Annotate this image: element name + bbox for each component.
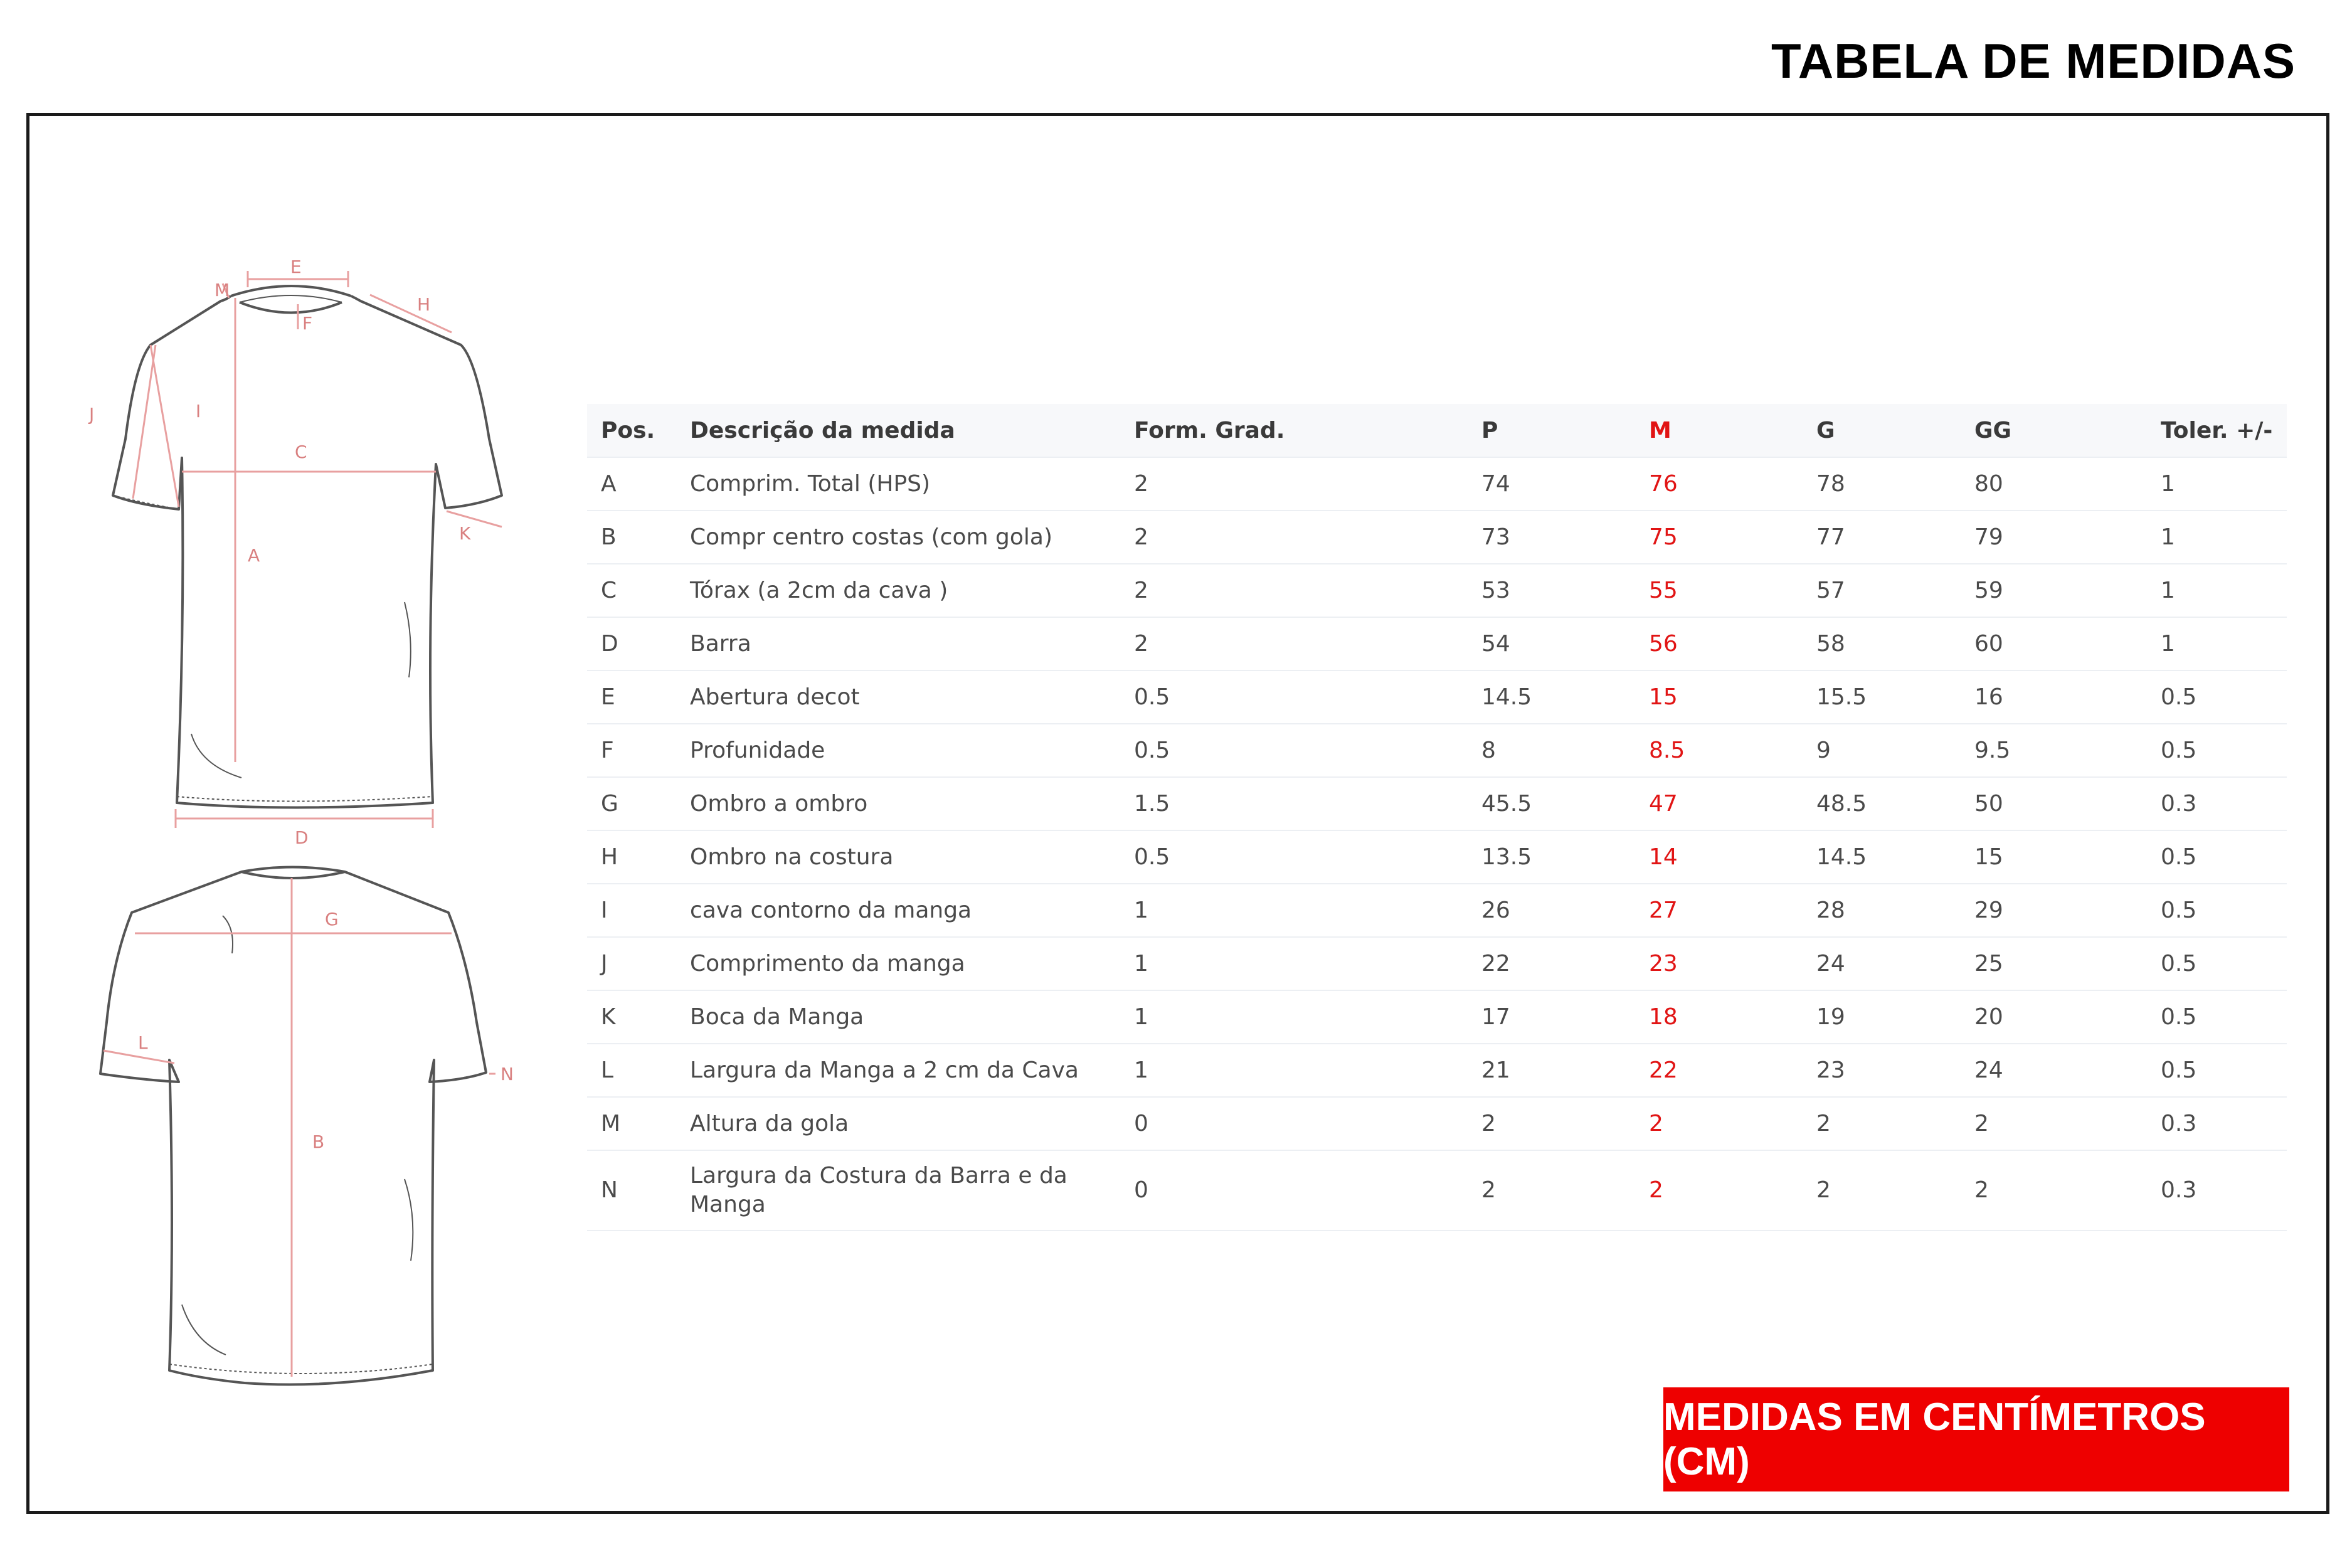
cell-gg: 60 bbox=[1961, 617, 2147, 670]
cell-m: 75 bbox=[1635, 511, 1803, 564]
col-header-tolerance: Toler. +/- bbox=[2147, 404, 2287, 457]
cell-tolerance: 0.5 bbox=[2147, 937, 2287, 990]
cell-m: 23 bbox=[1635, 937, 1803, 990]
measurements-table bbox=[587, 404, 2287, 1231]
cell-description: Comprim. Total (HPS) bbox=[676, 457, 1120, 511]
cell-p: 17 bbox=[1468, 990, 1635, 1044]
cell-pos: N bbox=[587, 1150, 676, 1231]
cell-p: 26 bbox=[1468, 884, 1635, 937]
col-header-description: Descrição da medida bbox=[676, 404, 1120, 457]
table-row bbox=[587, 724, 2287, 777]
cell-tolerance: 0.3 bbox=[2147, 1150, 2287, 1231]
label-i: I bbox=[196, 401, 201, 421]
label-d: D bbox=[295, 827, 309, 848]
cell-p: 74 bbox=[1468, 457, 1635, 511]
cell-gg: 79 bbox=[1961, 511, 2147, 564]
cell-grading: 1.5 bbox=[1120, 777, 1468, 830]
table-row bbox=[587, 1097, 2287, 1150]
cell-g: 58 bbox=[1803, 617, 1961, 670]
cell-pos: C bbox=[587, 564, 676, 617]
label-k: K bbox=[459, 523, 471, 544]
cell-description: cava contorno da manga bbox=[676, 884, 1120, 937]
label-g: G bbox=[325, 909, 339, 930]
table-row bbox=[587, 511, 2287, 564]
table-row bbox=[587, 457, 2287, 511]
cell-m: 47 bbox=[1635, 777, 1803, 830]
table-row bbox=[587, 670, 2287, 724]
cell-p: 53 bbox=[1468, 564, 1635, 617]
col-header-g: G bbox=[1803, 404, 1961, 457]
cell-grading: 0.5 bbox=[1120, 670, 1468, 724]
col-header-gg: GG bbox=[1961, 404, 2147, 457]
cell-pos: K bbox=[587, 990, 676, 1044]
cell-pos: J bbox=[587, 937, 676, 990]
table-row bbox=[587, 777, 2287, 830]
cell-tolerance: 0.5 bbox=[2147, 884, 2287, 937]
cell-pos: A bbox=[587, 457, 676, 511]
table-header-row bbox=[587, 404, 2287, 457]
cell-grading: 1 bbox=[1120, 937, 1468, 990]
cell-gg: 2 bbox=[1961, 1150, 2147, 1231]
cell-g: 9 bbox=[1803, 724, 1961, 777]
page-title: TABELA DE MEDIDAS bbox=[1771, 33, 2296, 88]
table-row bbox=[587, 937, 2287, 990]
cell-m: 8.5 bbox=[1635, 724, 1803, 777]
cell-tolerance: 1 bbox=[2147, 457, 2287, 511]
cell-m: 18 bbox=[1635, 990, 1803, 1044]
cell-tolerance: 0.3 bbox=[2147, 777, 2287, 830]
cell-grading: 2 bbox=[1120, 564, 1468, 617]
cell-pos: G bbox=[587, 777, 676, 830]
table-row bbox=[587, 1044, 2287, 1097]
cell-p: 22 bbox=[1468, 937, 1635, 990]
cell-g: 14.5 bbox=[1803, 830, 1961, 884]
cell-p: 45.5 bbox=[1468, 777, 1635, 830]
cell-g: 19 bbox=[1803, 990, 1961, 1044]
cell-g: 77 bbox=[1803, 511, 1961, 564]
cell-g: 23 bbox=[1803, 1044, 1961, 1097]
back-view-sketch bbox=[75, 853, 552, 1405]
cell-gg: 25 bbox=[1961, 937, 2147, 990]
cell-grading: 0.5 bbox=[1120, 724, 1468, 777]
table-row bbox=[587, 617, 2287, 670]
cell-m: 55 bbox=[1635, 564, 1803, 617]
cell-tolerance: 0.5 bbox=[2147, 670, 2287, 724]
cell-g: 2 bbox=[1803, 1097, 1961, 1150]
label-b: B bbox=[312, 1131, 325, 1152]
cell-tolerance: 1 bbox=[2147, 617, 2287, 670]
cell-description: Abertura decot bbox=[676, 670, 1120, 724]
cell-pos: I bbox=[587, 884, 676, 937]
cell-grading: 2 bbox=[1120, 511, 1468, 564]
cell-g: 2 bbox=[1803, 1150, 1961, 1231]
cell-pos: H bbox=[587, 830, 676, 884]
cell-pos: D bbox=[587, 617, 676, 670]
cell-grading: 2 bbox=[1120, 617, 1468, 670]
cell-description: Comprimento da manga bbox=[676, 937, 1120, 990]
cell-grading: 1 bbox=[1120, 1044, 1468, 1097]
cell-p: 13.5 bbox=[1468, 830, 1635, 884]
cell-m: 2 bbox=[1635, 1097, 1803, 1150]
cell-pos: B bbox=[587, 511, 676, 564]
cell-p: 73 bbox=[1468, 511, 1635, 564]
cell-gg: 9.5 bbox=[1961, 724, 2147, 777]
label-e: E bbox=[290, 257, 302, 277]
cell-tolerance: 0.3 bbox=[2147, 1097, 2287, 1150]
cell-m: 56 bbox=[1635, 617, 1803, 670]
col-header-m: M bbox=[1635, 404, 1803, 457]
cell-grading: 2 bbox=[1120, 457, 1468, 511]
cell-tolerance: 0.5 bbox=[2147, 830, 2287, 884]
table-row bbox=[587, 990, 2287, 1044]
label-j: J bbox=[89, 404, 95, 425]
cell-pos: M bbox=[587, 1097, 676, 1150]
cell-description: Compr centro costas (com gola) bbox=[676, 511, 1120, 564]
label-l: L bbox=[138, 1032, 148, 1053]
table-row bbox=[587, 884, 2287, 937]
cell-p: 8 bbox=[1468, 724, 1635, 777]
front-view-sketch bbox=[75, 251, 552, 853]
col-header-pos: Pos. bbox=[587, 404, 676, 457]
cell-description: Ombro na costura bbox=[676, 830, 1120, 884]
cell-grading: 1 bbox=[1120, 884, 1468, 937]
label-m: M bbox=[215, 280, 230, 300]
cell-description: Altura da gola bbox=[676, 1097, 1120, 1150]
cell-g: 28 bbox=[1803, 884, 1961, 937]
cell-g: 24 bbox=[1803, 937, 1961, 990]
back-shirt-diagram bbox=[75, 853, 552, 1405]
cell-m: 27 bbox=[1635, 884, 1803, 937]
cell-p: 2 bbox=[1468, 1097, 1635, 1150]
cell-gg: 15 bbox=[1961, 830, 2147, 884]
cell-description: Largura da Manga a 2 cm da Cava bbox=[676, 1044, 1120, 1097]
col-header-p: P bbox=[1468, 404, 1635, 457]
cell-tolerance: 0.5 bbox=[2147, 724, 2287, 777]
cell-description: Tórax (a 2cm da cava ) bbox=[676, 564, 1120, 617]
table-row bbox=[587, 830, 2287, 884]
table-row bbox=[587, 1150, 2287, 1231]
cell-tolerance: 0.5 bbox=[2147, 990, 2287, 1044]
cell-gg: 59 bbox=[1961, 564, 2147, 617]
label-n: N bbox=[501, 1064, 514, 1084]
cell-g: 57 bbox=[1803, 564, 1961, 617]
cell-description: Profunidade bbox=[676, 724, 1120, 777]
cell-p: 54 bbox=[1468, 617, 1635, 670]
cell-tolerance: 1 bbox=[2147, 511, 2287, 564]
cell-g: 48.5 bbox=[1803, 777, 1961, 830]
cell-grading: 0 bbox=[1120, 1150, 1468, 1231]
table-row bbox=[587, 564, 2287, 617]
cell-tolerance: 1 bbox=[2147, 564, 2287, 617]
units-badge: MEDIDAS EM CENTÍMETROS (CM) bbox=[1663, 1387, 2289, 1491]
cell-grading: 0.5 bbox=[1120, 830, 1468, 884]
cell-m: 15 bbox=[1635, 670, 1803, 724]
cell-gg: 2 bbox=[1961, 1097, 2147, 1150]
cell-gg: 80 bbox=[1961, 457, 2147, 511]
label-a: A bbox=[248, 545, 260, 566]
cell-g: 78 bbox=[1803, 457, 1961, 511]
cell-gg: 16 bbox=[1961, 670, 2147, 724]
cell-grading: 1 bbox=[1120, 990, 1468, 1044]
cell-description: Boca da Manga bbox=[676, 990, 1120, 1044]
cell-gg: 50 bbox=[1961, 777, 2147, 830]
cell-description: Largura da Costura da Barra e da Manga bbox=[676, 1150, 1120, 1231]
cell-m: 2 bbox=[1635, 1150, 1803, 1231]
front-shirt-diagram bbox=[75, 251, 552, 853]
cell-p: 14.5 bbox=[1468, 670, 1635, 724]
cell-pos: L bbox=[587, 1044, 676, 1097]
cell-p: 2 bbox=[1468, 1150, 1635, 1231]
cell-g: 15.5 bbox=[1803, 670, 1961, 724]
cell-pos: E bbox=[587, 670, 676, 724]
col-header-grading: Form. Grad. bbox=[1120, 404, 1468, 457]
label-f: F bbox=[302, 313, 313, 334]
label-h: H bbox=[417, 294, 431, 315]
cell-description: Ombro a ombro bbox=[676, 777, 1120, 830]
cell-gg: 24 bbox=[1961, 1044, 2147, 1097]
cell-tolerance: 0.5 bbox=[2147, 1044, 2287, 1097]
cell-m: 76 bbox=[1635, 457, 1803, 511]
cell-description: Barra bbox=[676, 617, 1120, 670]
label-c: C bbox=[295, 442, 307, 462]
cell-pos: F bbox=[587, 724, 676, 777]
cell-m: 22 bbox=[1635, 1044, 1803, 1097]
cell-m: 14 bbox=[1635, 830, 1803, 884]
cell-p: 21 bbox=[1468, 1044, 1635, 1097]
cell-gg: 29 bbox=[1961, 884, 2147, 937]
cell-grading: 0 bbox=[1120, 1097, 1468, 1150]
cell-gg: 20 bbox=[1961, 990, 2147, 1044]
